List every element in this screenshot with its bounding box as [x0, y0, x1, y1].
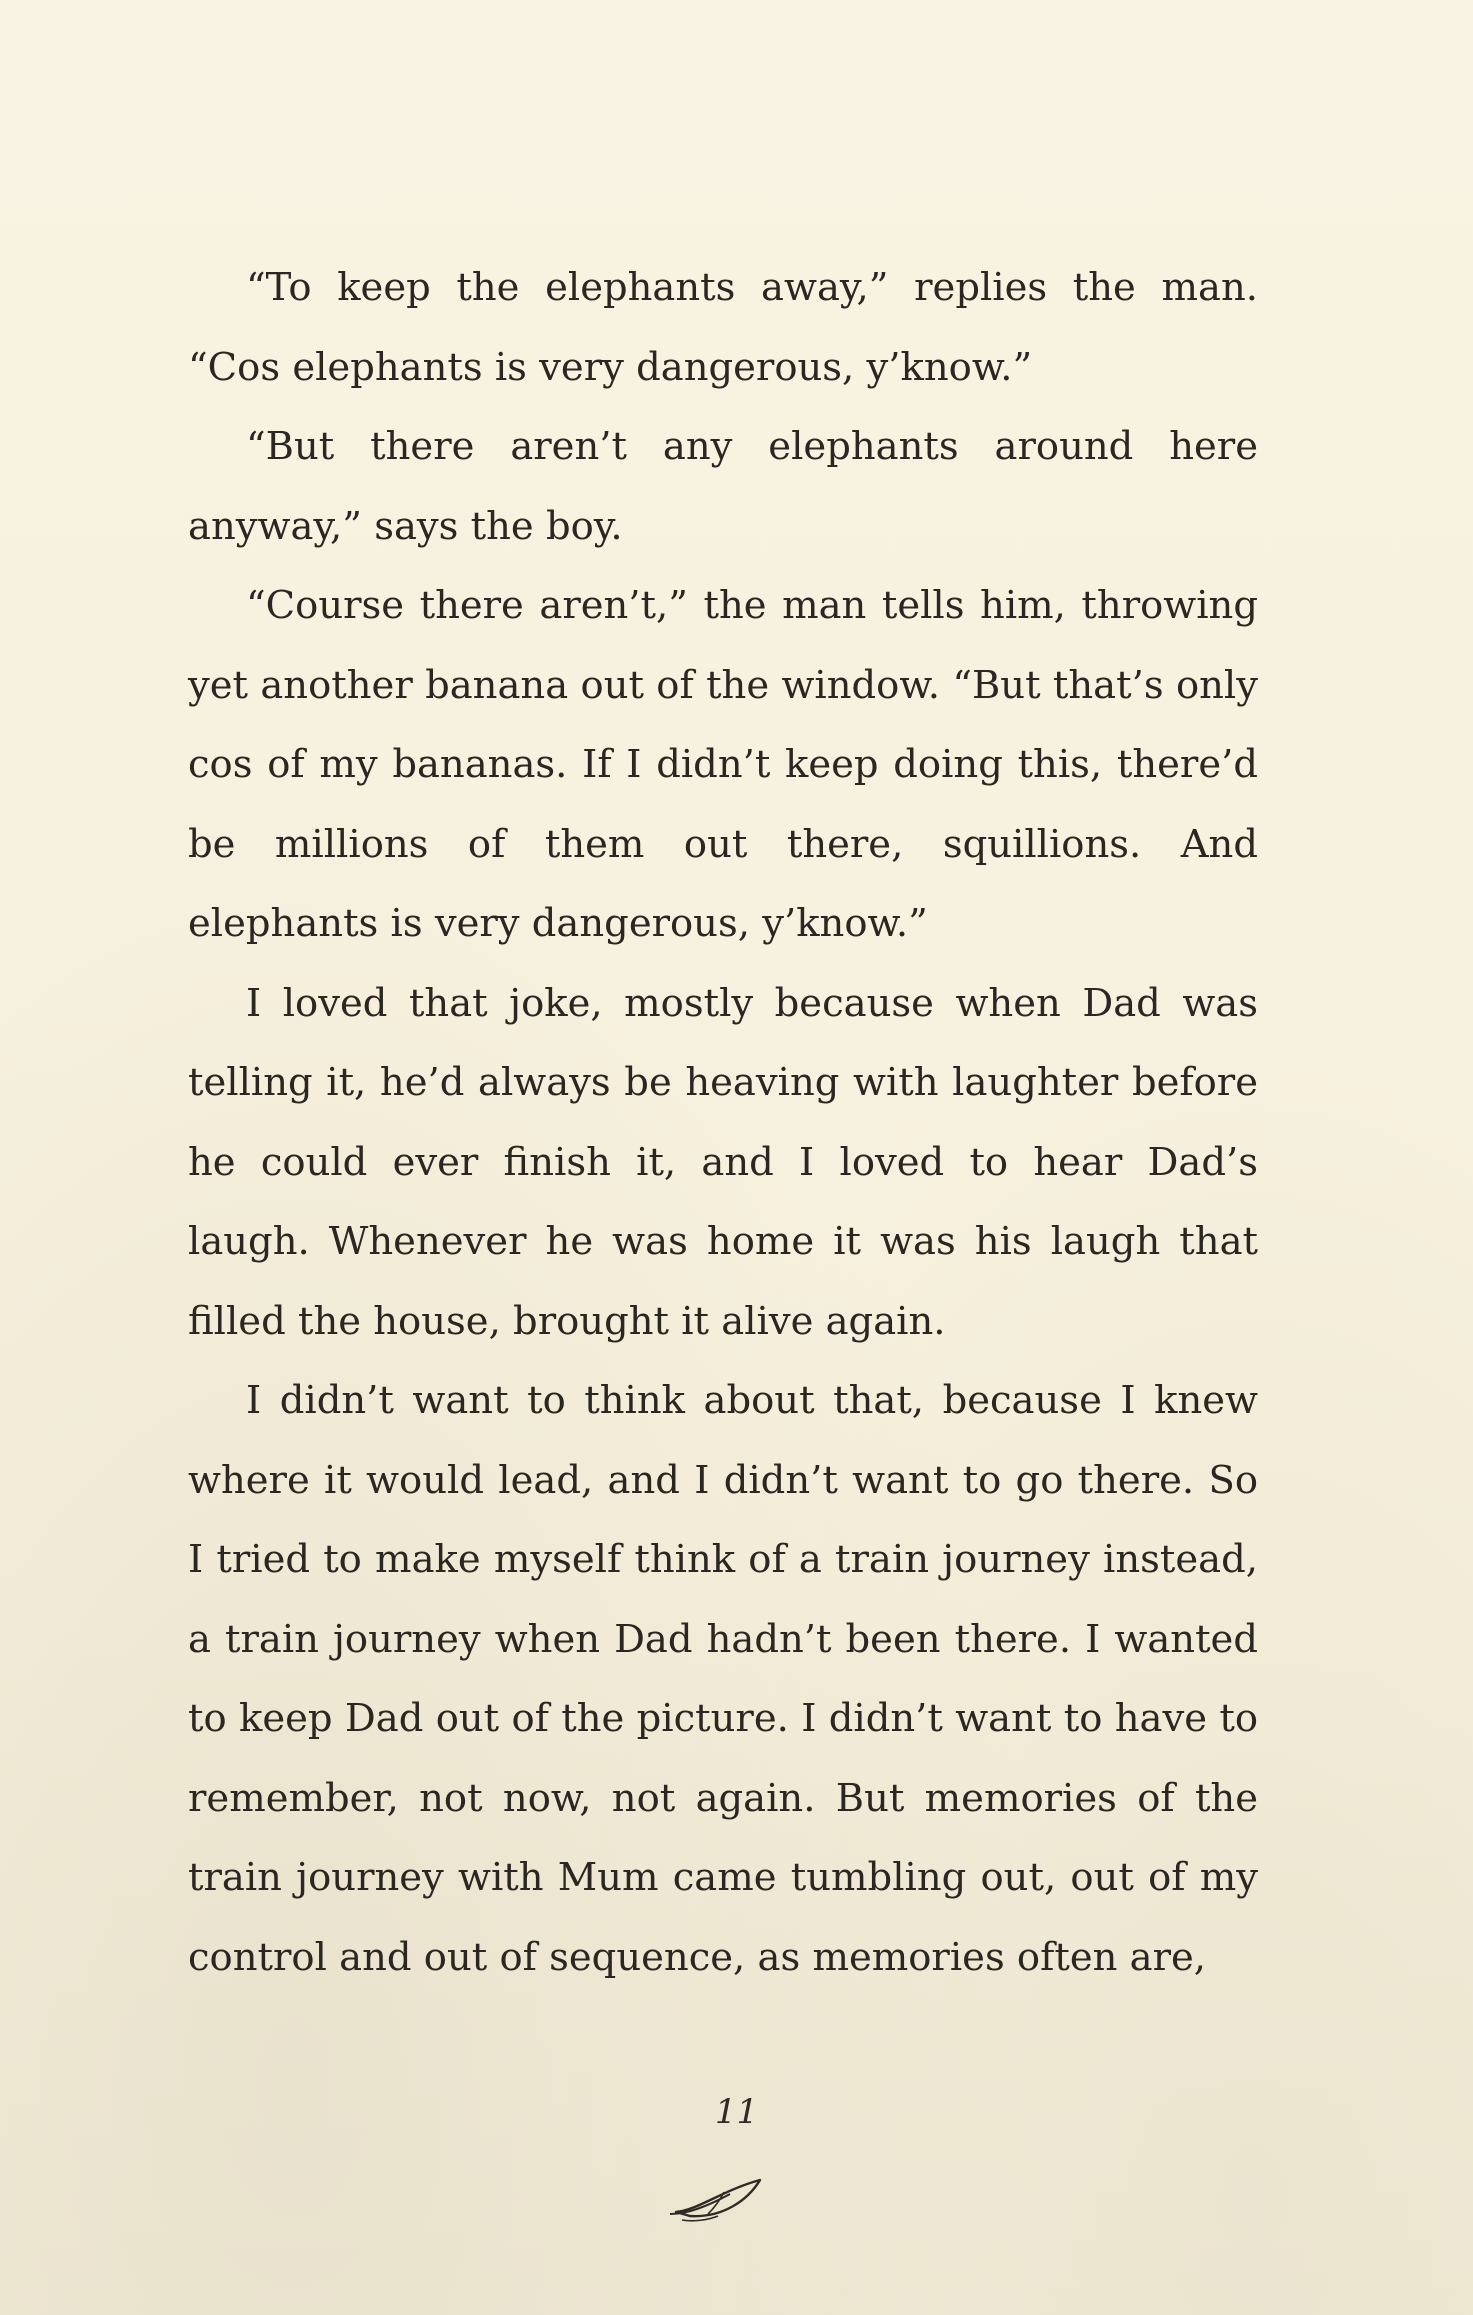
- paragraph: I loved that joke, mostly because when Dad was telling it, he’d always be heaving with laughter before he could ever finish it, and I loved to hear Dad’s laugh. Whenever he was home it was his laugh that filled the house, brought it alive again.: [188, 980, 1258, 1344]
- paragraph: “To keep the elephants away,” replies the man. “Cos elephants is very dangerous, y’know.”: [188, 265, 1258, 390]
- page-number: 11: [714, 2092, 759, 2132]
- paragraph: “But there aren’t any elephants around here anyway,” says the boy.: [188, 424, 1258, 549]
- leaf-ornament-icon: [668, 2170, 768, 2230]
- paragraph: I didn’t want to think about that, because I knew where it would lead, and I didn’t want to go there. So I tried to make myself think of a train journey instead, a train journey when Dad hadn’t been there. I wanted to keep Dad out of the picture. I didn’t want to have to remember, not now, not again. But memories of the train journey with Mum came tumbling out, out of my control and out of sequence, as memories often are,: [188, 1378, 1258, 1980]
- body-text: [188, 248, 1258, 1997]
- paragraph: “Course there aren’t,” the man tells him, throwing yet another banana out of the window. “But that’s only cos of my bananas. If I didn’t keep doing this, there’d be millions of them out there, squillions. And elephants is very dangerous, y’know.”: [188, 583, 1258, 946]
